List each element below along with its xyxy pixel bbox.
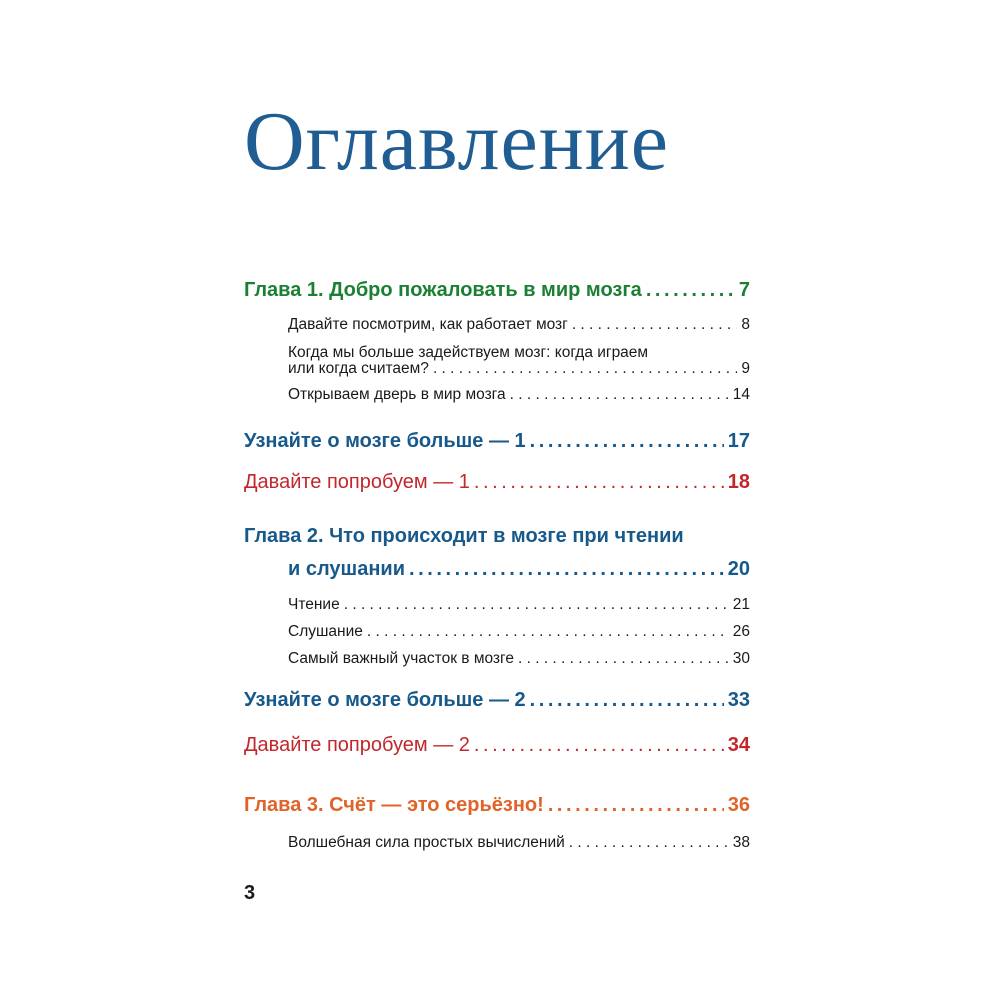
toc-section[interactable] [288,623,750,641]
toc-entry-label: Чтение [288,596,340,613]
toc-section[interactable] [288,650,750,668]
dot-leader [569,834,729,852]
toc-section-line: Когда мы больше задействуем мозг: когда играем [288,344,649,361]
toc-entry-page: 7 [738,279,750,301]
toc-entry-page: 38 [732,834,750,851]
toc-entry-page: 8 [741,316,750,333]
toc-section[interactable] [288,360,750,378]
toc-entry-page: 26 [732,623,750,640]
dot-leader [409,558,724,581]
toc-entry-page: 34 [727,734,750,756]
dot-leader [474,471,724,494]
toc-chapter-1[interactable] [244,279,750,302]
toc-section[interactable] [288,596,750,614]
toc-entry-label: Узнайте о мозге больше — 1 [244,430,526,452]
dot-leader [530,430,724,453]
toc-entry-page: 21 [732,596,750,613]
dot-leader [548,794,724,817]
toc-entry-label: Самый важный участок в мозге [288,650,514,667]
dot-leader [518,650,729,668]
toc-entry-label: Давайте попробуем — 1 [244,471,470,493]
toc-learn-more-1[interactable] [244,430,750,453]
toc-entry-label: Давайте попробуем — 2 [244,734,470,756]
toc-entry-label: Глава 1. Добро пожаловать в мир мозга [244,279,642,301]
dot-leader [530,689,724,712]
toc-entry-page: 14 [732,386,750,403]
toc-chapter-2[interactable] [288,558,750,581]
toc-entry-label: Волшебная сила простых вычислений [288,834,565,851]
toc-section[interactable] [288,834,750,852]
toc-entry-page: 33 [727,689,750,711]
toc-entry-label: или когда считаем? [288,360,429,377]
page-title: Оглавление [244,95,669,188]
toc-section[interactable] [288,316,750,334]
toc-try-2[interactable] [244,734,750,757]
page-number: 3 [244,882,256,904]
dot-leader [367,623,729,641]
toc-entry-label: Глава 3. Счёт — это серьёзно! [244,794,544,816]
toc-chapter-2-line: Глава 2. Что происходит в мозге при чтении [244,525,684,547]
toc-entry-page: 30 [732,650,750,667]
toc-try-1[interactable] [244,471,750,494]
dot-leader [646,279,735,302]
dot-leader [344,596,729,614]
dot-leader [433,360,737,378]
toc-entry-label: и слушании [288,558,406,580]
toc-entry-page: 17 [727,430,750,452]
dot-leader [474,734,724,757]
toc-entry-label: Давайте посмотрим, как работает мозг [288,316,568,333]
toc-entry-label: Слушание [288,623,363,640]
toc-entry-page: 18 [727,471,750,493]
toc-entry-page: 36 [727,794,750,816]
dot-leader [510,386,729,404]
toc-section[interactable] [288,386,750,404]
toc-entry-label: Открываем дверь в мир мозга [288,386,506,403]
toc-learn-more-2[interactable] [244,689,750,712]
toc-entry-page: 9 [741,360,750,377]
toc-entry-label: Узнайте о мозге больше — 2 [244,689,526,711]
toc-entry-page: 20 [727,558,750,580]
dot-leader [572,316,738,334]
toc-chapter-3[interactable] [244,794,750,817]
